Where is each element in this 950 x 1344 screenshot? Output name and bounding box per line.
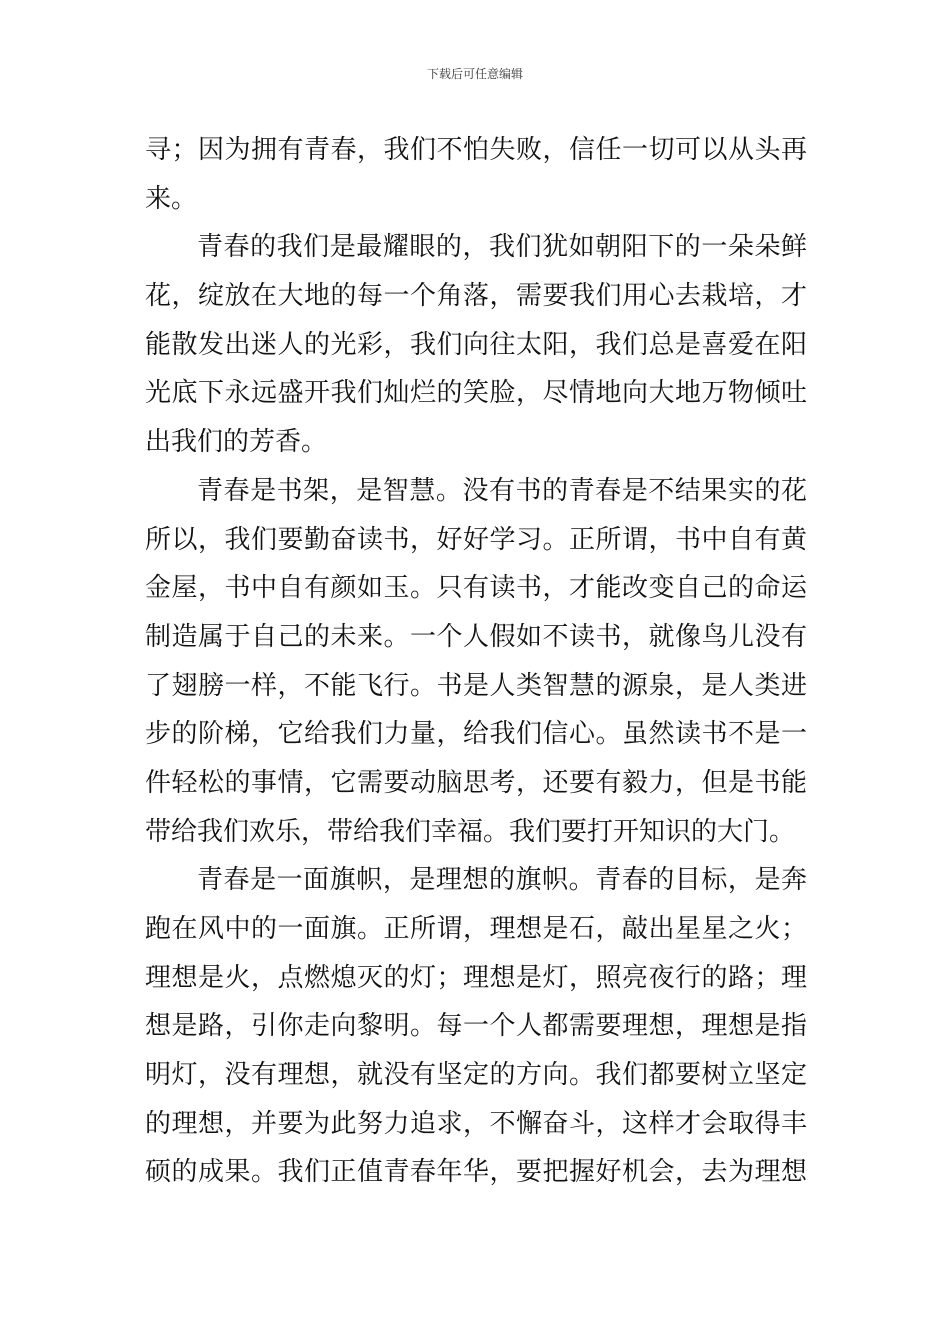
text-line: 制造属于自己的未来。一个人假如不读书，就像鸟儿没有 (145, 621, 807, 652)
page-header: 下载后可任意编辑 (426, 67, 523, 81)
text-line: 了翅膀一样，不能飞行。书是人类智慧的源泉，是人类进 (145, 670, 807, 701)
text-line: 所以，我们要勤奋读书，好好学习。正所谓，书中自有黄 (145, 524, 807, 555)
text-line: 的理想，并要为此努力追求，不懈奋斗，这样才会取得丰 (145, 1108, 807, 1139)
text-line: 理想是火，点燃熄灭的灯；理想是灯，照亮夜行的路；理 (145, 962, 807, 993)
text-line: 能散发出迷人的光彩，我们向往太阳，我们总是喜爱在阳 (145, 329, 807, 360)
text-line: 来。 (145, 183, 198, 214)
text-line: 明灯，没有理想，就没有坚定的方向。我们都要树立坚定 (145, 1060, 807, 1091)
text-line: 带给我们欢乐，带给我们幸福。我们要打开知识的大门。 (145, 816, 796, 847)
body-text (145, 126, 807, 1197)
text-line: 花，绽放在大地的每一个角落，需要我们用心去栽培，才 (145, 281, 807, 312)
text-line: 青春是书架，是智慧。没有书的青春是不结果实的花 (197, 475, 807, 506)
text-line: 跑在风中的一面旗。正所谓，理想是石，敲出星星之火； (145, 914, 807, 944)
text-line: 青春的我们是最耀眼的，我们犹如朝阳下的一朵朵鲜 (197, 232, 807, 263)
text-line: 寻；因为拥有青春，我们不怕失败，信任一切可以从头再 (145, 135, 807, 165)
text-line: 光底下永远盛开我们灿烂的笑脸，尽情地向大地万物倾吐 (145, 378, 807, 409)
text-line: 想是路，引你走向黎明。每一个人都需要理想，理想是指 (145, 1011, 807, 1042)
text-line: 件轻松的事情，它需要动脑思考，还要有毅力，但是书能 (145, 767, 807, 798)
text-line: 金屋，书中自有颜如玉。只有读书，才能改变自己的命运 (145, 573, 807, 604)
text-line: 硕的成果。我们正值青春年华，要把握好机会，去为理想 (145, 1157, 807, 1188)
text-line: 出我们的芳香。 (145, 427, 328, 458)
text-line: 步的阶梯，它给我们力量，给我们信心。虽然读书不是一 (145, 719, 807, 750)
text-line: 青春是一面旗帜，是理想的旗帜。青春的目标，是奔 (197, 865, 807, 896)
